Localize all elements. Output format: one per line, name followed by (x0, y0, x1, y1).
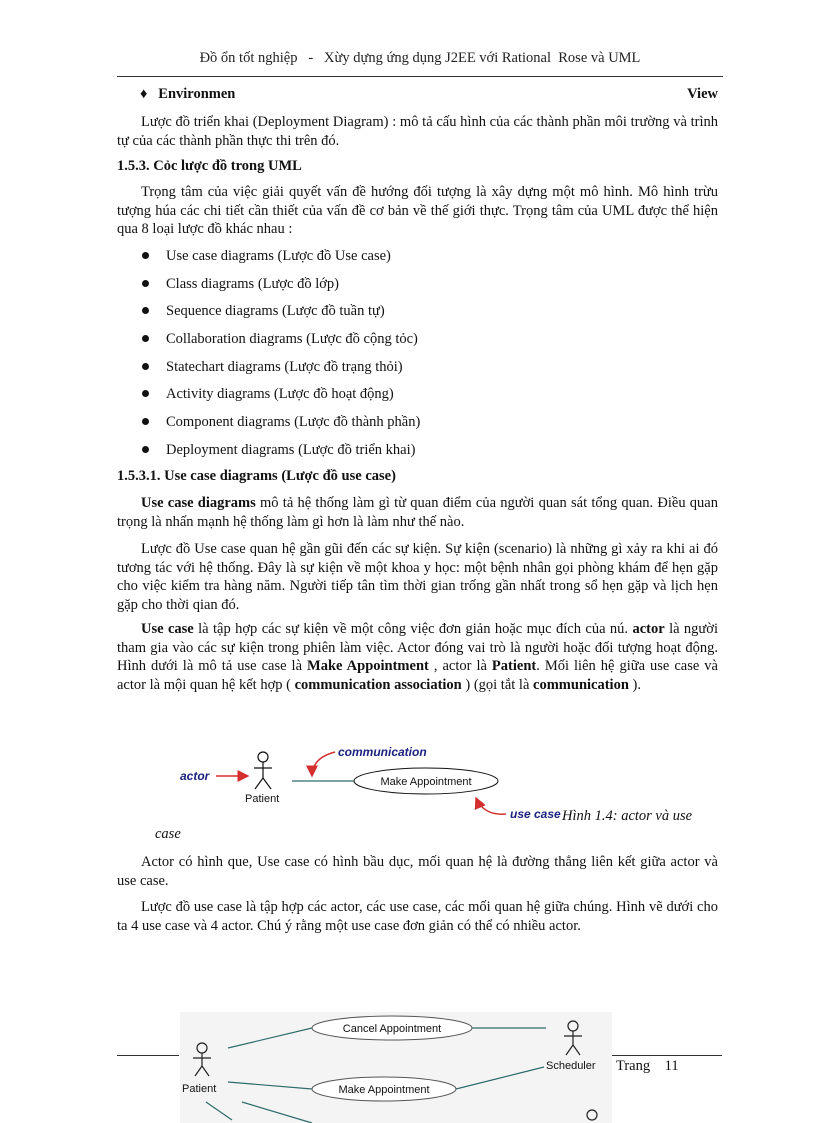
list-item-label: Statechart diagrams (Lược đồ trạng thỏi) (166, 358, 403, 375)
list-item-label: Collaboration diagrams (Lược đồ cộng tỏc) (166, 331, 418, 348)
list-item (140, 357, 700, 385)
list-item-label: Deployment diagrams (Lược đồ triển khai) (166, 441, 416, 458)
use-case-term: Use case diagrams (141, 495, 256, 511)
heading-uml-diagrams: 1.5.3. Cỏc lược đồ trong UML (117, 158, 302, 174)
association-line (228, 1028, 312, 1048)
use-case-arrow (476, 798, 506, 814)
environment-label: Environmen (158, 86, 236, 102)
footer-divider-right (612, 1055, 722, 1056)
text-6: ). (628, 676, 641, 693)
intro-paragraph: Trọng tâm của việc giải quyết vấn đề hướng đối tượng là xây dựng một mô hình. Mô hình trừu tượng húa các chi tiết cần thiết của vấn đề cơ bản về thế giới thực. Trọng tâm của UML được thể hiện qua 8 loại lược đồ khác nhau : (117, 184, 718, 237)
use-case-diagram-paragraph: Lược đồ use case là tập hợp các actor, các use case, các mối quan hệ giữa chúng. Hình vẽ dưới cho ta 4 use case và 4 actor. Chú ý rằng một use case đơn giản có thể có nhiều actor. (117, 899, 718, 934)
bullet-icon (142, 390, 149, 397)
bullet-icon (142, 252, 149, 259)
view-label: View (687, 86, 718, 102)
list-item-label: Class diagrams (Lược đồ lớp) (166, 275, 339, 292)
patient-actor-icon (193, 1043, 211, 1076)
figure-actor-use-case (170, 738, 561, 834)
heading-use-case: 1.5.3.1. Use case diagrams (Lược đồ use case) (117, 468, 396, 484)
term-patient: Patient (491, 658, 537, 674)
association-line (456, 1067, 544, 1089)
bullet-icon (142, 280, 149, 287)
bullet-icon (142, 335, 149, 342)
footer-divider-left (117, 1055, 179, 1056)
term-communication-association: communication association (294, 676, 462, 693)
text-2: là người tham gia vào các sự kiện trong phiên làm việc. Actor đóng vai trò là người hoặc đối tượng hoạt động. Hình dưới là mô tả use case là (117, 621, 718, 674)
text-1: là tập hợp các sự kiện về một công việc đơn giản hoặc mục đích của nú. (193, 621, 633, 637)
list-item-label: Component diagrams (Lược đồ thành phần) (166, 414, 421, 431)
page-header: Đồ ổn tốt nghiệp - Xừy dựng ứng dụng J2EE với Rational Rose và UML (199, 50, 641, 66)
association-line (242, 1102, 312, 1123)
figure-caption-cont: case (155, 826, 181, 842)
patient-actor-icon (254, 752, 272, 789)
use-case-definition-paragraph (117, 494, 718, 531)
bullet-icon (142, 446, 149, 453)
bullet-icon (142, 307, 149, 314)
text-4: . Mối liên hệ giữa use case và actor là mội quan hệ kết hợp ( (117, 658, 718, 693)
header-divider (117, 76, 723, 77)
use-case-definition-text: mô tả hệ thống làm gì từ quan điểm của người quan sát tổng quan. Điều quan trọng là nhấn mạnh hệ thống làm gì hơn là làm như thế nào. (117, 495, 718, 530)
figure-caption: Hình 1.4: actor và use (562, 808, 693, 824)
text-3: , actor là (428, 658, 492, 674)
bullet-icon (142, 363, 149, 370)
diagram-type-list (140, 246, 700, 468)
page-number-value: 11 (664, 1058, 679, 1074)
term-actor: actor (632, 621, 665, 637)
figure-use-case-diagram (180, 1012, 612, 1123)
list-item (140, 329, 700, 357)
term-use-case: Use case (141, 621, 194, 637)
patient-label: Patient (245, 793, 280, 805)
diamond-bullet-icon: ♦ (140, 86, 148, 102)
make-appointment-label-2: Make Appointment (338, 1084, 430, 1096)
make-appointment-label: Make Appointment (380, 776, 472, 788)
page-label: Trang (616, 1058, 651, 1074)
patient-label-2: Patient (182, 1083, 217, 1095)
list-item-label: Activity diagrams (Lược đồ hoạt động) (166, 386, 394, 403)
term-communication: communication (533, 676, 629, 693)
text-5: ) (gọi tắt là (461, 676, 534, 693)
cancel-appointment-label: Cancel Appointment (342, 1023, 442, 1035)
list-item-label: Use case diagrams (Lược đồ Use case) (166, 248, 391, 264)
communication-annotation: communication (338, 745, 427, 759)
page-number (616, 1058, 679, 1075)
list-item (140, 274, 700, 302)
deployment-paragraph: Lược đồ triển khai (Deployment Diagram) : mô tả cấu hình của các thành phần môi trường và trình tự của các thành phần thực thi trên đó. (117, 114, 718, 149)
list-item (140, 246, 700, 274)
list-item-label: Sequence diagrams (Lược đồ tuần tự) (166, 303, 385, 320)
scheduler-actor-icon (564, 1021, 582, 1055)
association-line (228, 1082, 312, 1089)
actor-annotation: actor (180, 769, 210, 783)
environment-view-line (140, 86, 718, 103)
actor-head-icon (587, 1110, 597, 1120)
use-case-actor-paragraph (117, 620, 718, 694)
scheduler-label: Scheduler (546, 1060, 596, 1072)
scenario-paragraph: Lược đồ Use case quan hệ gần gũi đến các sự kiện. Sự kiện (scenario) là những gì xảy ra khi ai đó tương tác với hệ thống. Đây là sự kiện về một khoa y học: một bệnh nhân gọi phòng khám để hẹn gặp cho việc kiểm tra hàng năm. Người tiếp tân tìm thời gian trống gần nhất trong sổ hẹn gặp và lịch hẹn gặp cho thời qian đó. (117, 541, 718, 613)
list-item (140, 384, 700, 412)
list-item (140, 440, 700, 468)
communication-arrow (312, 752, 335, 776)
bullet-icon (142, 418, 149, 425)
use-case-annotation: use case (510, 807, 561, 821)
actor-shape-paragraph: Actor có hình que, Use case có hình bầu dục, mối quan hệ là đường thẳng liên kết giữa actor và use case. (117, 854, 718, 889)
list-item (140, 301, 700, 329)
association-line (206, 1102, 232, 1120)
term-make-appointment: Make Appointment (307, 658, 429, 674)
list-item (140, 412, 700, 440)
